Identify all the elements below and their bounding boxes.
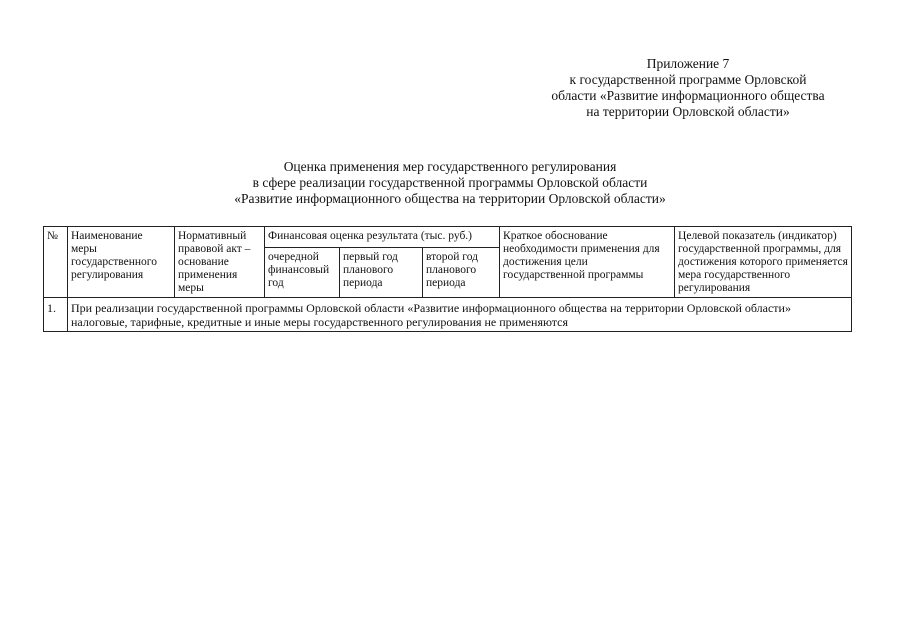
header-measure-name: Наименование меры государственного регулирования <box>68 227 175 298</box>
title-line: Оценка применения мер государственного регулирования <box>283 159 617 174</box>
header-next-year: очередной финансовый год <box>265 248 340 298</box>
appendix-line: Приложение 7 <box>646 56 730 71</box>
table-header-row <box>44 227 852 248</box>
header-justification: Краткое обоснование необходимости применения для достижения цели государственной программы <box>500 227 675 298</box>
appendix-line: области «Развитие информационного общества <box>551 88 825 103</box>
regulation-measures-table <box>43 226 852 332</box>
document-title <box>150 159 750 207</box>
appendix-line: к государственной программе Орловской <box>569 72 807 87</box>
header-target-indicator: Целевой показатель (индикатор) государственной программы, для достижения которого применяется мера государственного регулирования <box>675 227 852 298</box>
header-first-plan-year: первый год планового периода <box>340 248 423 298</box>
header-second-plan-year: второй год планового периода <box>423 248 500 298</box>
table-row <box>44 298 852 332</box>
appendix-header <box>528 56 848 120</box>
header-number: № <box>44 227 68 298</box>
header-legal-act: Нормативный правовой акт – основание применения меры <box>175 227 265 298</box>
row-number: 1. <box>44 298 68 332</box>
row-text: При реализации государственной программы Орловской области «Развитие информационного общества на территории Орловской области» налоговые, тарифные, кредитные и иные меры государственного регулирования не применяются <box>68 298 852 332</box>
header-financial-estimate: Финансовая оценка результата (тыс. руб.) <box>265 227 500 248</box>
title-line: в сфере реализации государственной программы Орловской области <box>252 175 648 190</box>
title-line: «Развитие информационного общества на территории Орловской области» <box>234 191 666 206</box>
appendix-line: на территории Орловской области» <box>586 104 790 119</box>
